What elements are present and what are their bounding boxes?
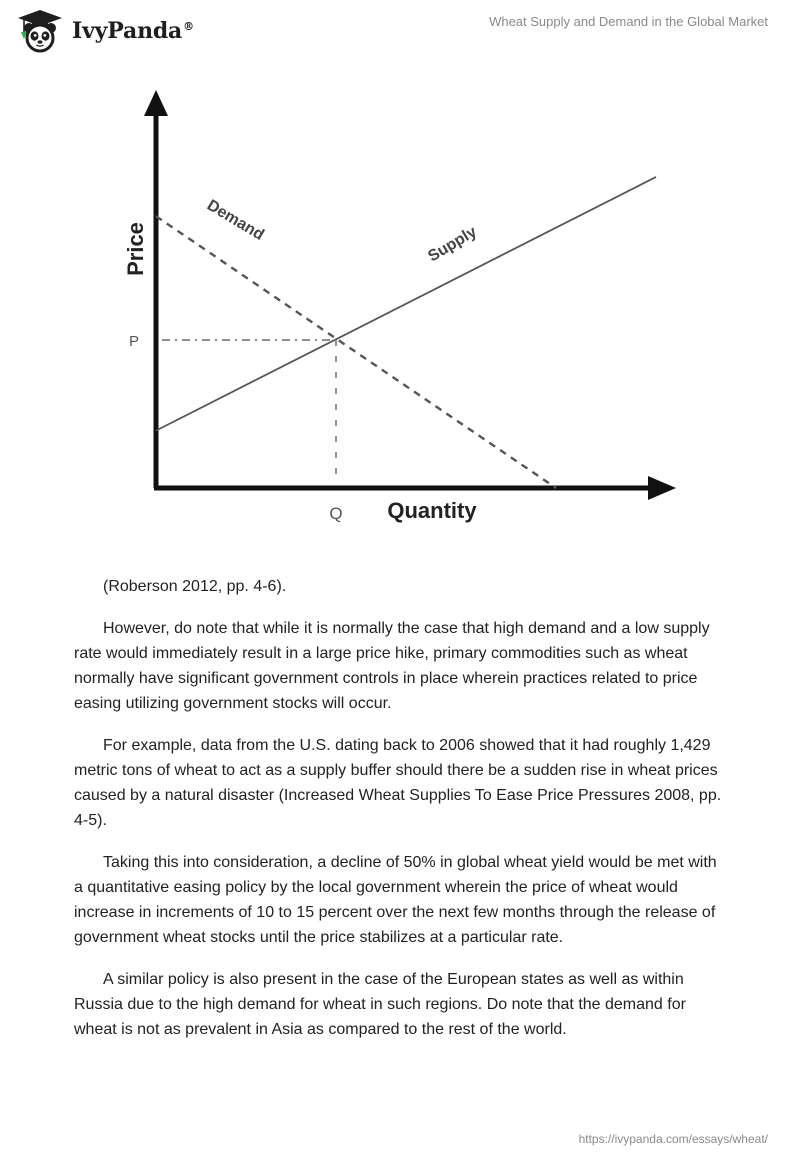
x-axis-label: Quantity: [387, 498, 477, 523]
y-axis-arrow: [144, 90, 168, 116]
ivypanda-logo[interactable]: [16, 8, 194, 54]
quantity-tick-label: Q: [329, 504, 343, 523]
supply-demand-figure: [110, 84, 690, 534]
footer-url-link[interactable]: https://ivypanda.com/essays/wheat/: [578, 1132, 768, 1146]
body-paragraph: Taking this into consideration, a decline of 50% in global wheat yield would be met with a quantitative easing policy by the local government wherein the price of wheat would increase in increments of 10 to 15 percent over the next few months through the release of government wheat stocks until the price stabilizes at a particular rate.: [74, 854, 717, 946]
x-axis-arrow: [648, 476, 676, 500]
body-paragraph: However, do note that while it is normally the case that high demand and a low supply rate would immediately result in a large price hike, primary commodities such as wheat normally have significant government controls in place wherein practices related to price easing utilizing government stocks will occur.: [74, 620, 710, 712]
body-paragraph: For example, data from the U.S. dating back to 2006 showed that it had roughly 1,429 metric tons of wheat to act as a supply buffer should there be a sudden rise in wheat prices caused by a natural disaster (Increased Wheat Supplies To Ease Price Pressures 2008, pp. 4-5).: [74, 737, 722, 829]
article-body: [74, 574, 722, 1059]
supply-demand-chart: [110, 84, 690, 534]
brand-name: IvyPanda®: [72, 18, 194, 44]
page-header: [0, 0, 800, 60]
demand-line: [156, 216, 556, 488]
panda-mascot-icon: [16, 8, 64, 54]
citation-paragraph: (Roberson 2012, pp. 4-6).: [103, 578, 287, 595]
supply-label: Supply: [425, 223, 480, 266]
body-paragraph: A similar policy is also present in the case of the European states as well as within Russia due to the high demand for wheat in such regions. Do note that the demand for wheat is not as prevalent in Asia as compared to the rest of the world.: [74, 971, 686, 1038]
registered-mark: ®: [183, 19, 194, 33]
y-axis-label: Price: [123, 222, 148, 276]
price-tick-label: P: [128, 333, 140, 351]
demand-label: Demand: [203, 196, 267, 244]
document-title: Wheat Supply and Demand in the Global Market: [489, 14, 768, 29]
